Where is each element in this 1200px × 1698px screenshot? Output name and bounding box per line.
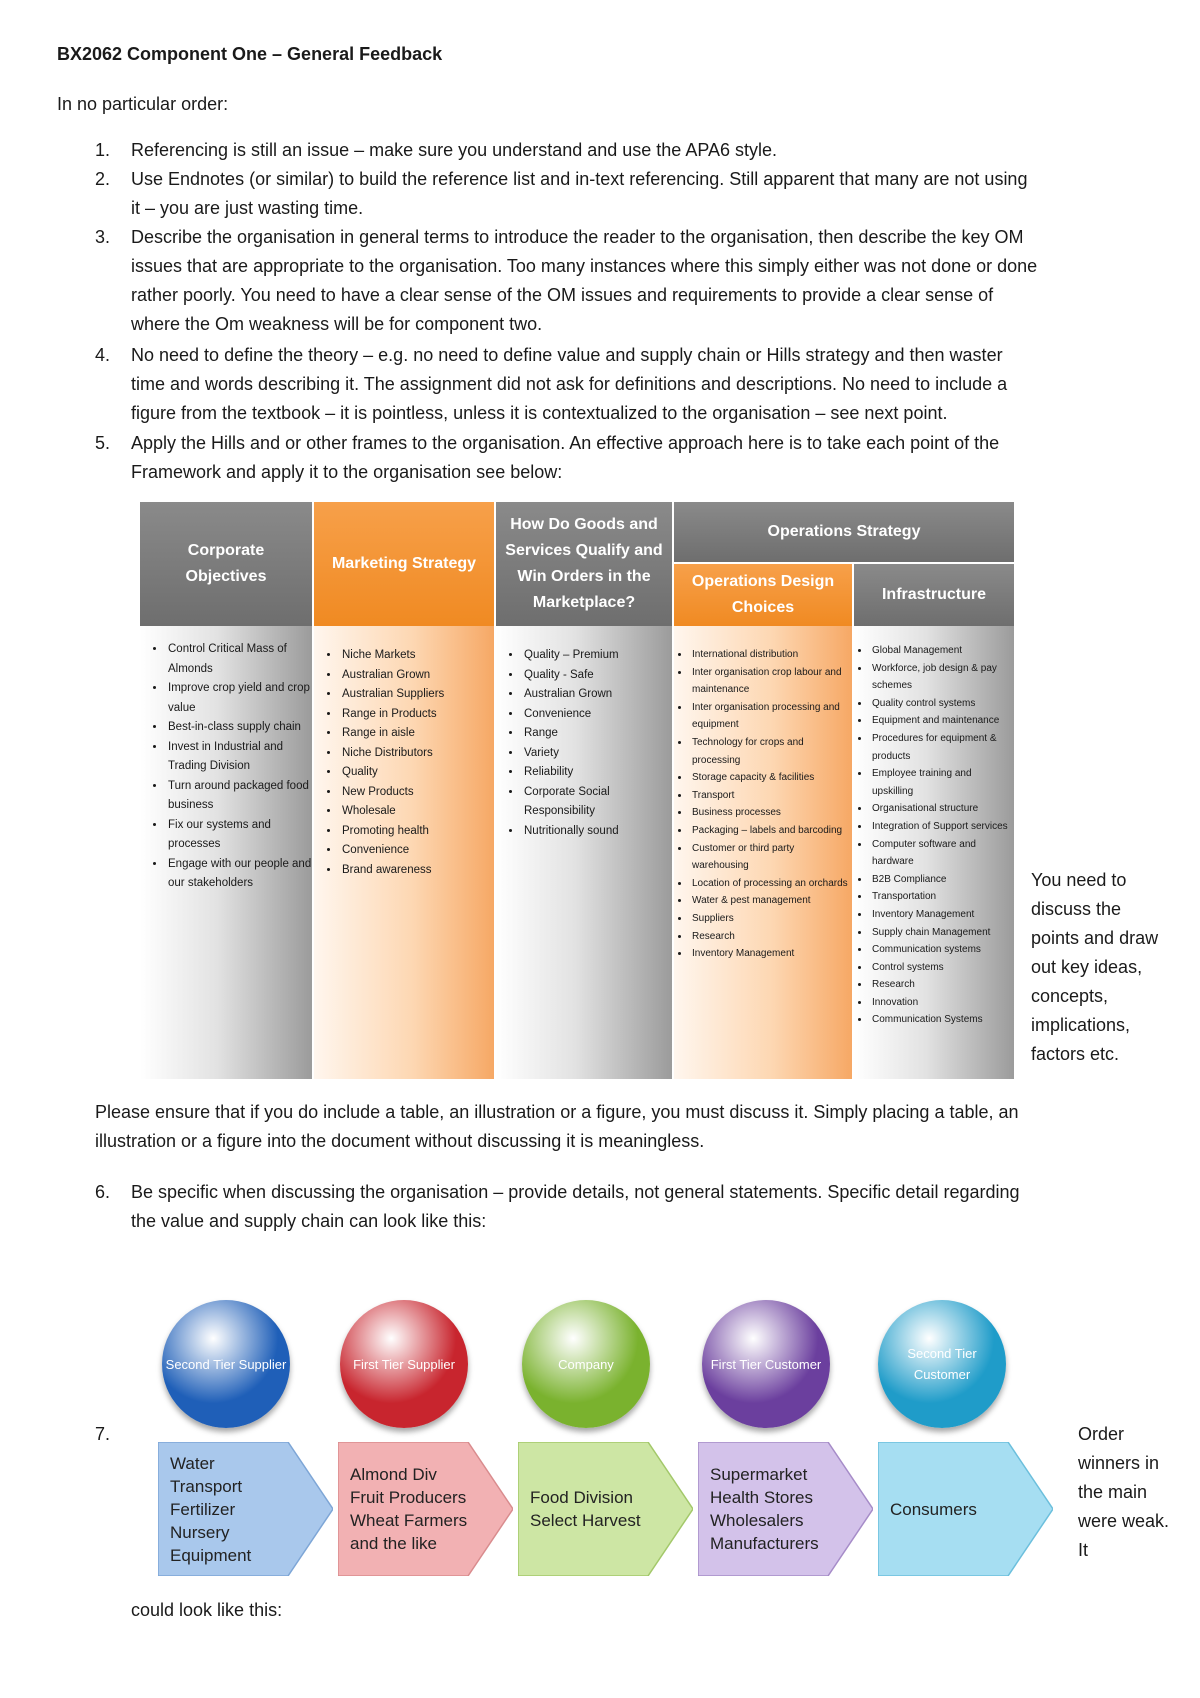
point-6-text [131,1178,1171,1236]
arrow-text-line: Health Stores [710,1488,813,1507]
point-6-number: 6. [95,1182,111,1202]
chain-circle-second-tier-supplier: Second Tier Supplier [162,1300,290,1428]
hills-framework-table [140,502,1014,1079]
table-list-item: • B2B Compliance [870,871,1014,889]
table-list-item: • Variety [522,744,672,764]
table-list-item: • Convenience [522,705,672,725]
table-list-item: • Communication Systems [870,1011,1014,1029]
point-3-text [131,223,1171,339]
arrow-text [890,1442,977,1576]
intro-text: In no particular order: [57,94,229,114]
table-list-item: • Technology for crops and processing [690,734,852,769]
arrow-text-line: Nursery [170,1522,230,1542]
table-list-item: • Engage with our people and our stakeholders [166,855,312,894]
item-list [496,626,672,841]
arrow-text [350,1442,467,1576]
arrow-text-line: Equipment [170,1545,252,1565]
table-list-item: • Range in aisle [340,724,494,744]
point-2-line: Use Endnotes (or similar) to build the reference list and in-text referencing. Still apparent that many are not using [131,169,1028,189]
column-corporate-objectives [140,502,312,1079]
point-4-line: figure from the textbook – it is pointless, unless it is contextualized to the organisation – see next point. [131,403,948,423]
column-marketing-strategy [314,502,494,1079]
table-list-item: • Organisational structure [870,800,1014,818]
chain-circle-second-tier-customer: Second Tier Customer [878,1300,1006,1428]
table-list-item: • Niche Markets [340,646,494,666]
table-list-item: • Promoting health [340,822,494,842]
column-body [314,626,494,1079]
point-5-line: Framework and apply it to the organisation see below: [131,462,563,482]
point-3-line: Describe the organisation in general terms to introduce the reader to the organisation, then describe the key OM [131,227,1024,247]
point-5-line: Apply the Hills and or other frames to the organisation. An effective approach here is to take each point of the [131,433,1000,453]
table-list-item: • Improve crop yield and crop value [166,679,312,718]
table-list-item: • Inter organisation processing and equipment [690,699,852,734]
point-5-text [131,429,1171,487]
point-3-number: 3. [95,227,111,247]
table-list-item: • Global Management [870,642,1014,660]
table-list-item: • Convenience [340,841,494,861]
operations-strategy-header: Operations Strategy [674,502,1014,562]
table-list-item: • Range [522,724,672,744]
point-4-line: time and words describing it. The assignment did not ask for definitions and descriptions. No need to include a [131,374,1008,394]
column-body [674,626,852,1079]
table-list-item: • Storage capacity & facilities [690,769,852,787]
table-list-item: • Employee training and upskilling [870,765,1014,800]
point-1-text [131,136,1171,165]
arrow-text-line: Fertilizer [170,1499,236,1519]
point-2-number: 2. [95,169,111,189]
arrow-text-line: Supermarket [710,1465,808,1484]
table-list-item: • Suppliers [690,910,852,928]
table-list-item: • Packaging – labels and barcoding [690,822,852,840]
column-header: Operations Design Choices [674,564,852,626]
column-header: How Do Goods and Services Qualify and Win Orders in the Marketplace? [496,502,672,626]
point-4-line: No need to define the theory – e.g. no need to define value and supply chain or Hills strategy and then waster [131,345,1003,365]
table-list-item: • Integration of Support services [870,818,1014,836]
item-list [674,626,852,963]
side-note-discuss: You need to discuss the points and draw out key ideas, concepts, implications, factors etc. [1031,870,1159,1064]
table-list-item: • Quality [340,763,494,783]
chain-arrow-first-tier-customer [698,1442,873,1576]
figure-discussion-paragraph [95,1098,1175,1156]
table-list-item: • Inter organisation crop labour and maintenance [690,664,852,699]
arrow-text-line: Wholesalers [710,1511,804,1530]
table-list-item: • New Products [340,783,494,803]
table-list-item: • Research [870,976,1014,994]
point-3-line: where the Om weakness will be for component two. [131,314,543,334]
table-list-item: • Business processes [690,804,852,822]
table-list-item: • Research [690,928,852,946]
table-list-item: • Control Critical Mass of Almonds [166,640,312,679]
table-list-item: • Corporate Social Responsibility [522,783,672,822]
arrow-text [530,1442,641,1576]
arrow-text-line: Select Harvest [530,1511,641,1530]
table-list-item: • Quality - Safe [522,666,672,686]
point-7-number: 7. [95,1424,111,1444]
point-1-number: 1. [95,140,111,160]
point-2-text [131,165,1171,223]
paragraph-line: illustration or a figure into the document without discussing it is meaningless. [95,1131,705,1151]
table-list-item: • Transportation [870,888,1014,906]
document-title: BX2062 Component One – General Feedback [57,44,443,64]
point-3-line: rather poorly. You need to have a clear sense of the OM issues and requirements to provide a clear sense of [131,285,994,305]
table-list-item: • Quality control systems [870,695,1014,713]
table-list-item: • Water & pest management [690,892,852,910]
arrow-text-line: Fruit Producers [350,1488,467,1507]
chain-arrow-second-tier-customer [878,1442,1053,1576]
table-list-item: • Communication systems [870,941,1014,959]
table-list-item: • Quality – Premium [522,646,672,666]
arrow-text-line: Transport [170,1476,243,1496]
column-operations-design-choices [674,564,852,1079]
table-list-item: • Control systems [870,959,1014,977]
table-list-item: • Equipment and maintenance [870,712,1014,730]
point-6-line: Be specific when discussing the organisation – provide details, not general statements. Specific detail regarding [131,1182,1020,1202]
chain-arrow-second-tier-supplier [158,1442,333,1576]
table-list-item: • Nutritionally sound [522,822,672,842]
item-list [140,626,312,894]
column-body [496,626,672,1079]
column-header: Corporate Objectives [140,502,312,626]
point-2-line: it – you are just wasting time. [131,198,364,218]
arrow-text-line: Manufacturers [710,1534,819,1553]
table-list-item: • Computer software and hardware [870,836,1014,871]
chain-circle-company: Company [522,1300,650,1428]
column-header: Marketing Strategy [314,502,494,626]
table-list-item: • Reliability [522,763,672,783]
item-list [854,626,1014,1029]
table-list-item: • Workforce, job design & pay schemes [870,660,1014,695]
table-list-item: • Turn around packaged food business [166,777,312,816]
column-body [140,626,312,1079]
side-note-order-winners: Order winners in the main were weak. It [1078,1424,1170,1560]
table-list-item: • Innovation [870,994,1014,1012]
table-list-item: • Supply chain Management [870,924,1014,942]
point-5-number: 5. [95,433,111,453]
table-list-item: • Customer or third party warehousing [690,840,852,875]
point-4-text [131,341,1171,428]
table-list-item: • Australian Grown [522,685,672,705]
column-header: Infrastructure [854,564,1014,626]
paragraph-line: Please ensure that if you do include a table, an illustration or a figure, you must discuss it. Simply placing a table, an [95,1102,1019,1122]
arrow-text-line: and the like [350,1534,437,1553]
table-list-item: • Brand awareness [340,861,494,881]
arrow-text-line: Consumers [890,1499,977,1519]
arrow-text-line: Food Division [530,1488,633,1507]
table-list-item: • Inventory Management [870,906,1014,924]
point-4-number: 4. [95,345,111,365]
column-infrastructure [854,564,1014,1079]
arrow-text [170,1442,251,1576]
value-chain-diagram [150,1300,1050,1580]
closing-text: could look like this: [131,1600,283,1620]
table-list-item: • Transport [690,787,852,805]
table-list-item: • Inventory Management [690,945,852,963]
point-3-line: issues that are appropriate to the organisation. Too many instances where this simply either was not done or done [131,256,1038,276]
arrow-text-line: Wheat Farmers [350,1511,468,1530]
column-body [854,626,1014,1079]
chain-arrow-company [518,1442,693,1576]
item-list [314,626,494,880]
table-list-item: • International distribution [690,646,852,664]
table-list-item: • Australian Grown [340,666,494,686]
table-list-item: • Invest in Industrial and Trading Division [166,738,312,777]
column-qualify-win-orders [496,502,672,1079]
arrow-text-line: Almond Div [350,1465,437,1484]
chain-circle-first-tier-supplier: First Tier Supplier [340,1300,468,1428]
point-6-line: the value and supply chain can look like this: [131,1211,487,1231]
chain-arrow-first-tier-supplier [338,1442,513,1576]
arrow-text [710,1442,819,1576]
point-1-line: Referencing is still an issue – make sure you understand and use the APA6 style. [131,140,778,160]
chain-circle-first-tier-customer: First Tier Customer [702,1300,830,1428]
table-list-item: • Range in Products [340,705,494,725]
table-list-item: • Wholesale [340,802,494,822]
table-list-item: • Best-in-class supply chain [166,718,312,738]
table-list-item: • Niche Distributors [340,744,494,764]
arrow-text-line: Water [170,1453,215,1473]
table-list-item: • Procedures for equipment & products [870,730,1014,765]
table-list-item: • Fix our systems and processes [166,816,312,855]
table-list-item: • Location of processing an orchards [690,875,852,893]
table-list-item: • Australian Suppliers [340,685,494,705]
